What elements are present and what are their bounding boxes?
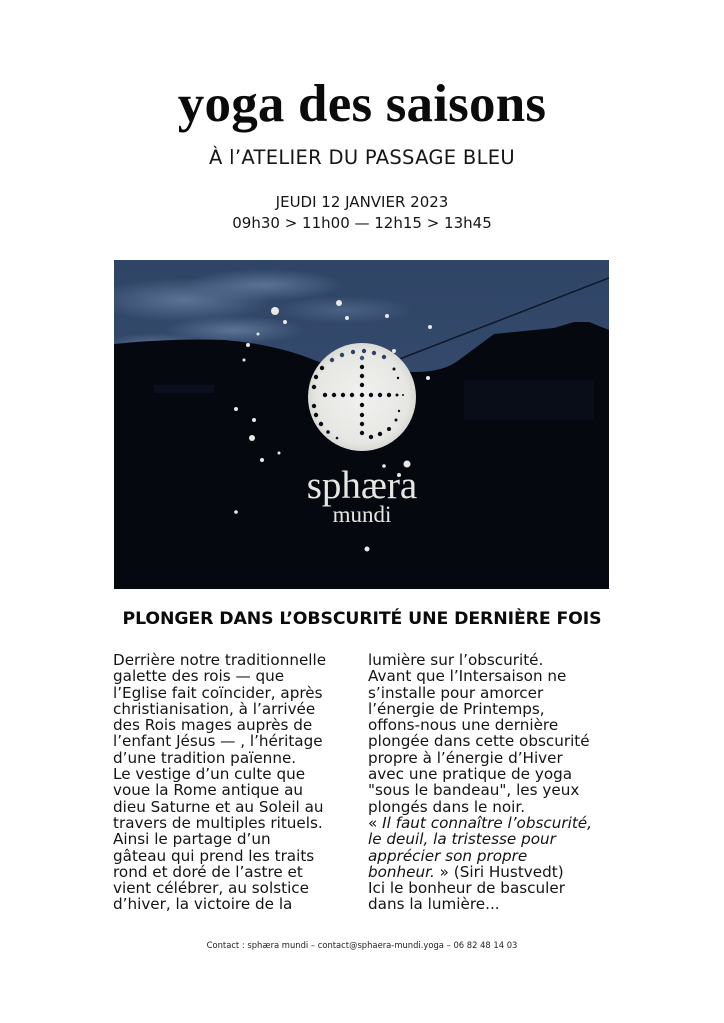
- quote-text: bonheur.: [368, 862, 435, 881]
- quote-line: le deuil, la tristesse pour: [368, 830, 556, 849]
- quote-line: apprécier son propre: [368, 846, 528, 865]
- text-line: "sous le bandeau", les yeux: [368, 781, 580, 800]
- article-column-right: [368, 652, 614, 913]
- text-line: travers de multiples rituels.: [113, 813, 323, 832]
- text-line: l’enfant Jésus — , l’héritage: [113, 732, 323, 751]
- text-line: Derrière notre traditionnelle: [113, 651, 327, 669]
- text-line: d’une tradition païenne.: [113, 748, 297, 767]
- text-line: plongés dans le noir.: [368, 797, 526, 816]
- event-hours: 09h30 > 11h00 — 12h15 > 13h45: [232, 214, 492, 232]
- text-line: Le vestige d’un culte que: [113, 765, 306, 784]
- text-line: vient célébrer, au solstice: [113, 879, 309, 898]
- logo-sphere: [308, 343, 416, 451]
- logo-wordmark-mundi: mundi: [332, 502, 392, 527]
- text-line: des Rois mages auprès de: [113, 716, 313, 735]
- quote-open-mark: «: [368, 813, 383, 832]
- article-column-left: [113, 652, 359, 913]
- quote-line: [368, 864, 614, 880]
- text-line: dieu Saturne et au Soleil au: [113, 797, 324, 816]
- text-line: Ici le bonheur de basculer: [368, 879, 565, 898]
- text-line: d’hiver, la victoire de la: [113, 895, 293, 914]
- text-line: rond et doré de l’astre et: [113, 862, 303, 881]
- quote-line: [368, 815, 614, 831]
- quote-attribution: » (Siri Hustvedt): [434, 862, 564, 881]
- contact-footer: Contact : sphæra mundi – contact@sphaera-mundi.yoga – 06 82 48 14 03: [206, 940, 518, 950]
- text-line: dans la lumière...: [368, 895, 500, 914]
- venue-subtitle: À l’ATELIER DU PASSAGE BLEU: [209, 146, 515, 169]
- text-line: l’énergie de Printemps,: [368, 699, 545, 718]
- quote-text: Il faut connaître l’obscurité,: [382, 813, 592, 832]
- text-line: gâteau qui prend les traits: [113, 846, 315, 865]
- text-line: Ainsi le partage d’un: [113, 830, 271, 849]
- article-heading: PLONGER DANS L’OBSCURITÉ UNE DERNIÈRE FOIS: [122, 609, 602, 629]
- event-date: JEUDI 12 JANVIER 2023: [275, 193, 449, 211]
- text-line: s’installe pour amorcer: [368, 683, 544, 702]
- night-landscape-image: [114, 260, 609, 589]
- text-line: plongée dans cette obscurité: [368, 732, 590, 751]
- text-line: propre à l’énergie d’Hiver: [368, 748, 563, 767]
- event-photo: [114, 260, 609, 589]
- logo-wordmark-sphaera: sphæra: [306, 464, 418, 507]
- text-line: lumière sur l’obscurité.: [368, 651, 544, 669]
- text-line: offons-nous une dernière: [368, 716, 559, 735]
- page-title: yoga des saisons: [177, 75, 547, 133]
- text-line: voue la Rome antique au: [113, 781, 304, 800]
- text-line: Avant que l’Intersaison ne: [368, 667, 567, 686]
- text-line: avec une pratique de yoga: [368, 765, 573, 784]
- text-line: l’Eglise fait coïncider, après: [113, 683, 323, 702]
- text-line: christianisation, à l’arrivée: [113, 699, 316, 718]
- text-line: galette des rois — que: [113, 667, 285, 686]
